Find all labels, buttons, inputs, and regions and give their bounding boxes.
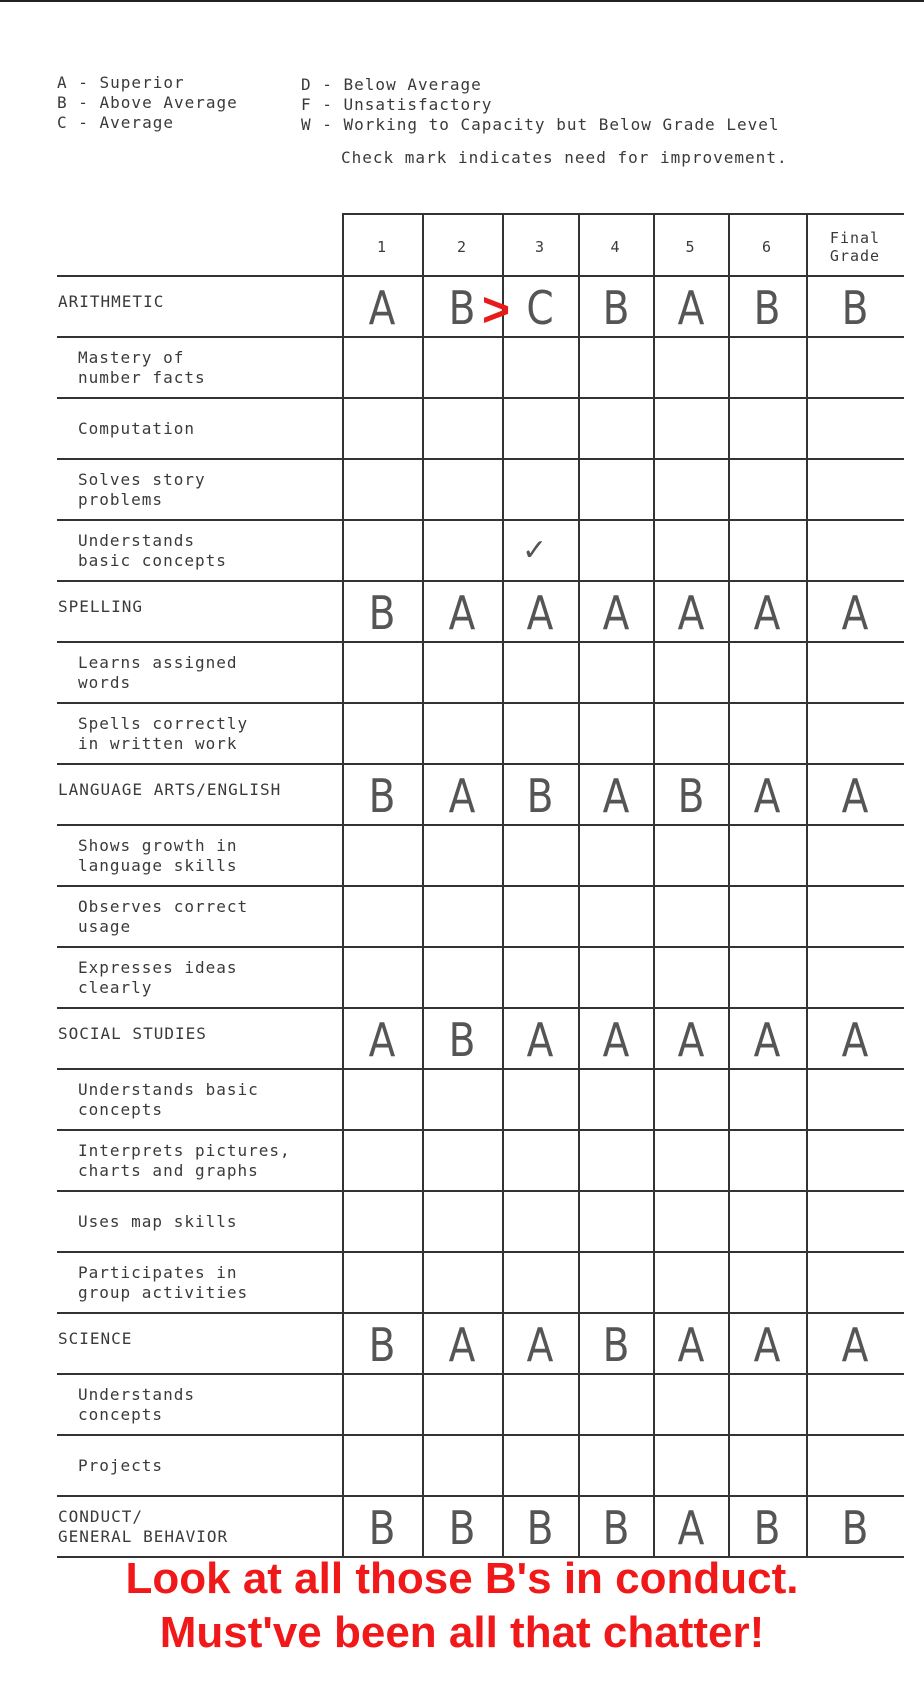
row-divider bbox=[57, 763, 904, 765]
grade-mark: A bbox=[841, 769, 869, 823]
red-arrow-icon: > bbox=[482, 284, 511, 337]
row-divider bbox=[57, 1434, 904, 1436]
row-divider bbox=[57, 458, 904, 460]
legend-left bbox=[57, 73, 238, 133]
grade-mark: B bbox=[841, 281, 869, 335]
row-divider bbox=[57, 1007, 904, 1009]
skill-label: Observes correct usage bbox=[78, 897, 249, 936]
row-divider bbox=[57, 1373, 904, 1375]
grade-mark: B bbox=[368, 1318, 396, 1372]
subject-label: LANGUAGE ARTS/ENGLISH bbox=[58, 780, 282, 799]
column-header: Final Grade bbox=[829, 229, 881, 265]
top-border bbox=[0, 0, 924, 2]
skill-label: Shows growth in language skills bbox=[78, 836, 238, 875]
grade-mark: B bbox=[448, 281, 476, 335]
column-header: 2 bbox=[456, 238, 468, 256]
row-divider bbox=[57, 824, 904, 826]
grade-mark: A bbox=[448, 769, 476, 823]
row-divider bbox=[57, 275, 904, 277]
column-divider bbox=[728, 213, 730, 1556]
grade-mark: A bbox=[677, 586, 704, 640]
skill-label: Participates in group activities bbox=[78, 1263, 249, 1302]
grade-mark: A bbox=[753, 1318, 781, 1372]
legend-item: C - Average bbox=[57, 113, 174, 132]
legend-item: D - Below Average bbox=[301, 75, 482, 94]
row-divider bbox=[57, 580, 904, 582]
legend-item: A - Superior bbox=[57, 73, 185, 92]
legend-item: W - Working to Capacity but Below Grade Level bbox=[301, 115, 780, 134]
grade-mark: A bbox=[526, 1318, 554, 1372]
subject-label: CONDUCT/ GENERAL BEHAVIOR bbox=[58, 1507, 229, 1546]
grade-mark: B bbox=[602, 1318, 629, 1372]
row-divider bbox=[57, 397, 904, 399]
column-header: 5 bbox=[685, 238, 696, 256]
row-divider bbox=[57, 1251, 904, 1253]
grade-mark: A bbox=[753, 586, 781, 640]
column-header: 4 bbox=[610, 238, 621, 256]
grade-mark: C bbox=[526, 281, 554, 335]
grade-mark: A bbox=[677, 1318, 704, 1372]
legend-right bbox=[301, 75, 779, 135]
subject-label: SPELLING bbox=[58, 597, 144, 616]
grade-mark: B bbox=[602, 1501, 629, 1555]
grade-mark: A bbox=[677, 1501, 704, 1555]
row-divider bbox=[57, 1312, 904, 1314]
caption-line-1: Look at all those B's in conduct. bbox=[125, 1554, 799, 1603]
grade-mark: A bbox=[602, 1013, 629, 1067]
grade-mark: A bbox=[368, 1013, 396, 1067]
skill-label: Understands basic concepts bbox=[78, 531, 227, 570]
grade-mark: B bbox=[526, 769, 554, 823]
column-header: 3 bbox=[534, 238, 546, 256]
grade-mark: A bbox=[526, 586, 554, 640]
check-mark-note: Check mark indicates need for improvement. bbox=[341, 148, 788, 167]
column-divider bbox=[342, 213, 344, 1556]
row-divider bbox=[57, 885, 904, 887]
skill-label: Learns assigned words bbox=[78, 653, 238, 692]
grade-mark: A bbox=[448, 586, 476, 640]
skill-label: Uses map skills bbox=[78, 1212, 238, 1231]
row-divider bbox=[57, 641, 904, 643]
subject-label: SOCIAL STUDIES bbox=[58, 1024, 207, 1043]
grade-mark: B bbox=[753, 281, 781, 335]
header-top-line bbox=[342, 213, 904, 215]
grade-mark: A bbox=[677, 281, 704, 335]
grade-mark: A bbox=[753, 769, 781, 823]
grade-mark: B bbox=[526, 1501, 554, 1555]
row-divider bbox=[57, 1068, 904, 1070]
grade-mark: B bbox=[841, 1501, 869, 1555]
grade-mark: A bbox=[677, 1013, 704, 1067]
row-divider bbox=[57, 519, 904, 521]
grade-mark: A bbox=[753, 1013, 781, 1067]
grade-mark: B bbox=[368, 1501, 396, 1555]
skill-label: Understands concepts bbox=[78, 1385, 195, 1424]
column-divider bbox=[422, 213, 424, 1556]
row-divider bbox=[57, 336, 904, 338]
grade-mark: A bbox=[841, 586, 869, 640]
grade-mark: A bbox=[448, 1318, 476, 1372]
column-divider bbox=[806, 213, 808, 1556]
row-divider bbox=[57, 1495, 904, 1497]
grade-mark: A bbox=[841, 1318, 869, 1372]
grade-mark: A bbox=[602, 586, 629, 640]
grade-mark: B bbox=[448, 1501, 476, 1555]
legend-item: B - Above Average bbox=[57, 93, 238, 112]
skill-label: Spells correctly in written work bbox=[78, 714, 249, 753]
grade-mark: A bbox=[368, 281, 396, 335]
subject-label: SCIENCE bbox=[58, 1329, 133, 1348]
grade-mark: A bbox=[526, 1013, 554, 1067]
column-divider bbox=[578, 213, 580, 1556]
column-header: 1 bbox=[376, 238, 388, 256]
grade-mark: A bbox=[841, 1013, 869, 1067]
check-icon: ✓ bbox=[522, 533, 548, 568]
skill-label: Solves story problems bbox=[78, 470, 206, 509]
grade-mark: B bbox=[368, 769, 396, 823]
skill-label: Projects bbox=[78, 1456, 164, 1475]
grade-mark: A bbox=[602, 769, 629, 823]
row-divider bbox=[57, 946, 904, 948]
row-divider bbox=[57, 1129, 904, 1131]
column-divider bbox=[502, 213, 504, 1556]
grade-mark: B bbox=[602, 281, 629, 335]
skill-label: Computation bbox=[78, 419, 195, 438]
row-divider bbox=[57, 702, 904, 704]
skill-label: Mastery of number facts bbox=[78, 348, 206, 387]
skill-label: Expresses ideas clearly bbox=[78, 958, 238, 997]
column-header: 6 bbox=[761, 238, 773, 256]
grade-mark: B bbox=[368, 586, 396, 640]
legend-item: F - Unsatisfactory bbox=[301, 95, 493, 114]
caption-line-2: Must've been all that chatter! bbox=[159, 1608, 765, 1657]
grade-mark: B bbox=[448, 1013, 476, 1067]
skill-label: Understands basic concepts bbox=[78, 1080, 259, 1119]
subject-label: ARITHMETIC bbox=[58, 292, 165, 311]
column-divider bbox=[653, 213, 655, 1556]
row-divider bbox=[57, 1190, 904, 1192]
grade-mark: B bbox=[753, 1501, 781, 1555]
grade-mark: B bbox=[677, 769, 704, 823]
skill-label: Interprets pictures, charts and graphs bbox=[78, 1141, 291, 1180]
